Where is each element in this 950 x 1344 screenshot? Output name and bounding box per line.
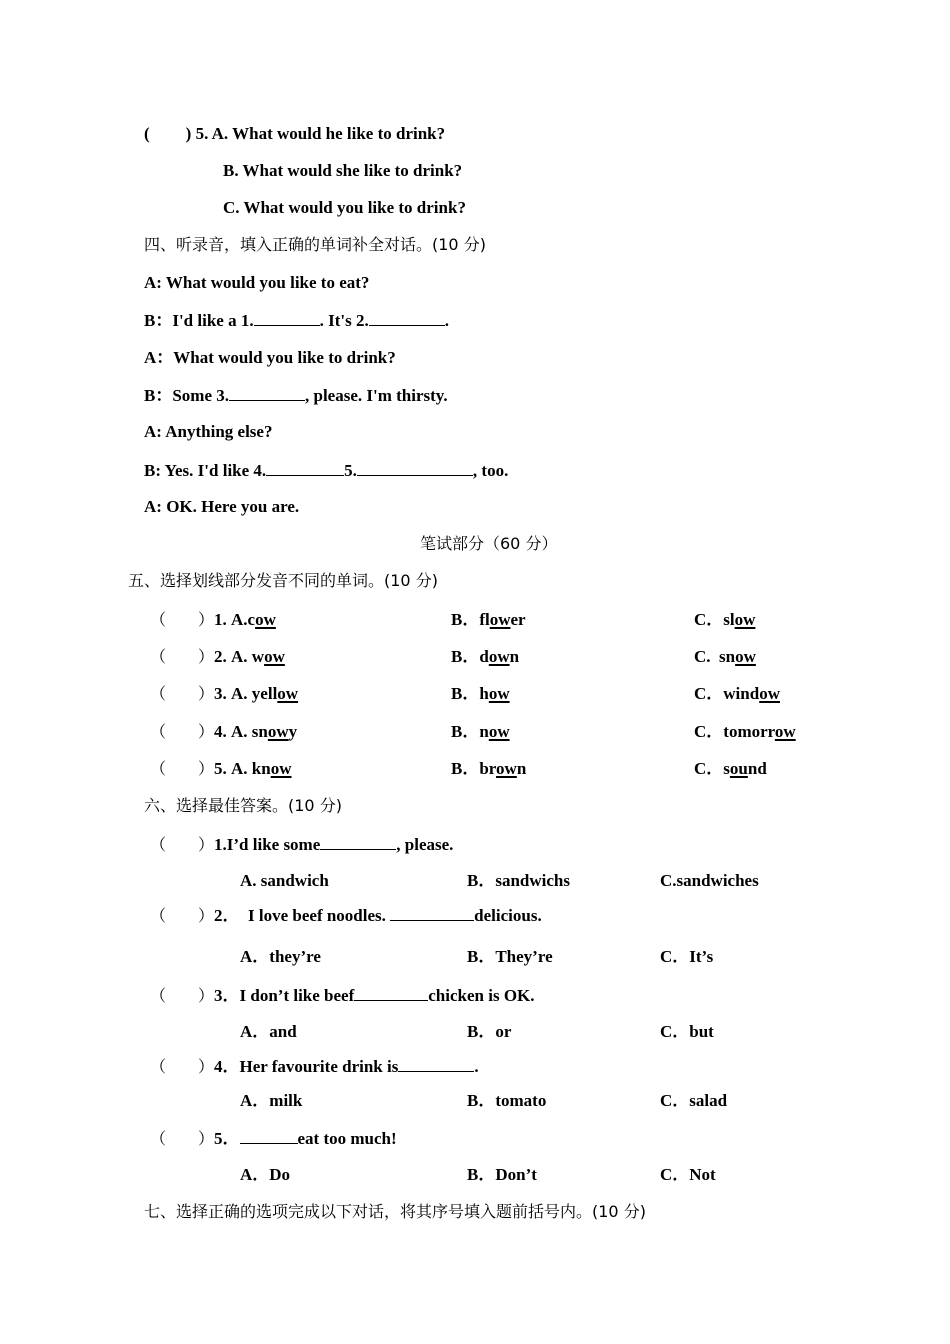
option-c: C．slow	[694, 610, 756, 629]
answer-blank-2[interactable]	[369, 309, 445, 326]
answer-blank-3[interactable]	[229, 384, 305, 401]
option-a: A. sandwich	[240, 871, 329, 890]
option-c: C．but	[660, 1022, 714, 1041]
phonics-question: （ ）1. A.cow	[150, 610, 276, 629]
option-a: A．and	[240, 1022, 297, 1041]
phonics-question: （ ）2. A. wow	[150, 647, 285, 666]
option-b: B．or	[467, 1022, 512, 1041]
option-b: B．now	[451, 722, 510, 741]
phonics-question: （ ）3. A. yellow	[150, 684, 299, 703]
question-1: （ ）1.I’d like some , please.	[150, 835, 454, 854]
written-part-title: 笔试部分（60 分）	[420, 534, 558, 553]
answer-blank[interactable]	[354, 984, 428, 1001]
option-b: B．down	[451, 647, 520, 666]
option-c: C．sound	[694, 759, 767, 778]
section7-heading: 七、选择正确的选项完成以下对话，将其序号填入题前括号内。(10 分)	[144, 1202, 646, 1221]
answer-blank[interactable]	[390, 904, 474, 921]
option-c: C．It’s	[660, 947, 714, 966]
q3-item5-option-c: C. What would you like to drink?	[223, 198, 466, 217]
answer-blank-5[interactable]	[357, 459, 473, 476]
option-b: B．brown	[451, 759, 527, 778]
option-b: B．tomato	[467, 1091, 547, 1110]
section5-heading: 五、选择划线部分发音不同的单词。(10 分)	[128, 571, 438, 590]
dialog-line: B: Yes. I'd like 4. 5. , too.	[144, 461, 509, 480]
answer-blank[interactable]	[398, 1055, 474, 1072]
option-a: A．Do	[240, 1165, 291, 1184]
answer-blank[interactable]	[240, 1127, 298, 1144]
dialog-line: B：I'd like a 1. . It's 2. .	[144, 311, 449, 330]
option-b: B．how	[451, 684, 510, 703]
option-b: B．flower	[451, 610, 526, 629]
option-b: B．sandwichs	[467, 871, 570, 890]
option-a: A．they’re	[240, 947, 321, 966]
option-a: A．milk	[240, 1091, 303, 1110]
answer-blank[interactable]	[320, 833, 396, 850]
option-c: C．window	[694, 684, 780, 703]
answer-blank-4[interactable]	[266, 459, 344, 476]
dialog-line: A：What would you like to drink?	[144, 348, 396, 367]
option-a: A. What would he like to drink?	[211, 124, 446, 143]
option-c: C. snow	[694, 647, 756, 666]
section4-heading: 四、听录音，填入正确的单词补全对话。(10 分)	[144, 235, 486, 254]
phonics-question: （ ）5. A. know	[150, 759, 292, 778]
option-b: B．Don’t	[467, 1165, 537, 1184]
q3-item5-option-b: B. What would she like to drink?	[223, 161, 463, 180]
option-b: B．They’re	[467, 947, 553, 966]
dialog-line: B：Some 3. , please. I'm thirsty.	[144, 386, 448, 405]
option-c: C．Not	[660, 1165, 716, 1184]
dialog-line: A: Anything else?	[144, 422, 273, 441]
option-c: C.sandwiches	[660, 871, 759, 890]
option-c: C．salad	[660, 1091, 728, 1110]
phonics-question: （ ）4. A. snowy	[150, 722, 298, 741]
question-2: （ ）2． I love beef noodles. delicious.	[150, 906, 542, 925]
dialog-line: A: OK. Here you are.	[144, 497, 300, 516]
section6-heading: 六、选择最佳答案。(10 分)	[144, 796, 342, 815]
question-4: （ ）4．Her favourite drink is .	[150, 1057, 479, 1076]
question-3: （ ）3．I don’t like beef chicken is OK.	[150, 986, 535, 1005]
dialog-line: A: What would you like to eat?	[144, 273, 370, 292]
answer-blank-1[interactable]	[254, 309, 320, 326]
q3-item5-line-a: ( ) 5. A. What would he like to drink?	[144, 124, 446, 143]
question-5: （ ）5． eat too much!	[150, 1129, 397, 1148]
option-c: C．tomorrow	[694, 722, 796, 741]
